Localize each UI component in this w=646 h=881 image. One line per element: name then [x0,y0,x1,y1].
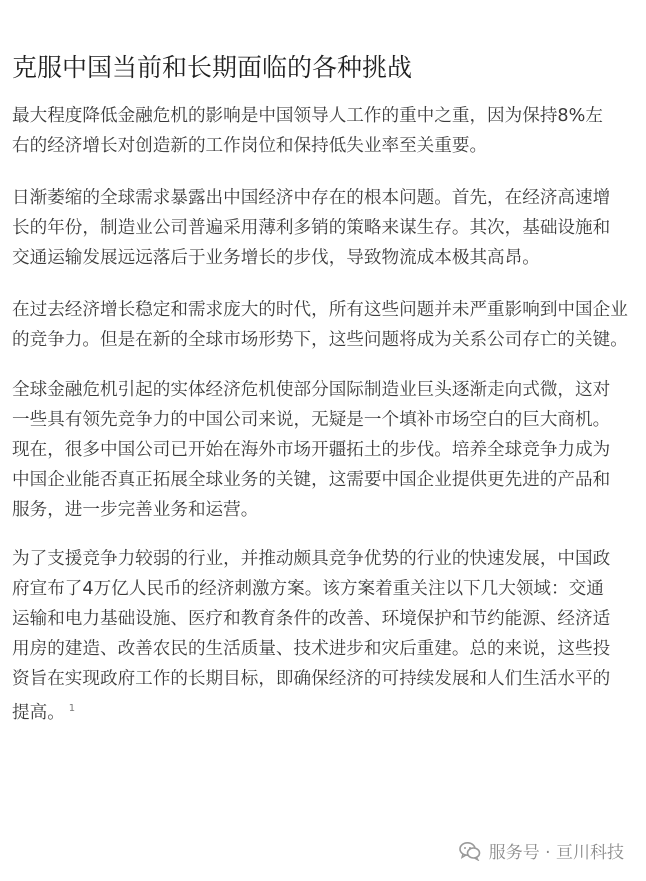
paragraph [12,544,636,728]
text-line: 日渐萎缩的全球需求暴露出中国经济中存在的根本问题。首先，在经济高速增 [12,188,611,208]
text-line: 全球金融危机引起的实体经济危机使部分国际制造业巨头逐渐走向式微，这对 [12,380,611,400]
text-line: 用房的建造、改善农民的生活质量、技术进步和灾后重建。总的来说，这些投 [12,639,611,659]
text-line: 最大程度降低金融危机的影响是中国领导人工作的重中之重，因为保持8%左 [12,106,603,126]
text-line: 右的经济增长对创造新的工作岗位和保持低失业率至关重要。 [12,136,488,156]
text-line: 交通运输发展远远落后于业务增长的步伐，导致物流成本极其高昂。 [12,248,540,268]
text-line: 长的年份，制造业公司普遍采用薄利多销的策略来谋生存。其次，基础设施和 [12,218,611,238]
account-footer[interactable] [459,838,624,863]
text-line: 为了支援竞争力较弱的行业，并推动颇具竞争优势的行业的快速发展，中国政 [12,549,611,569]
text-line: 的竞争力。但是在新的全球市场形势下，这些问题将成为关系公司存亡的关键。 [12,330,628,350]
last-line-text: 提高。 [12,702,65,723]
text-line: 资旨在实现政府工作的长期目标，即确保经济的可持续发展和人们生活水平的 [12,669,611,689]
text-line: 府宣布了4万亿人民币的经济刺激方案。该方案着重关注以下几大领域：交通 [12,579,604,599]
text-line [12,694,636,728]
text-line: 中国企业能否真正拓展全球业务的关键，这需要中国企业提供更先进的产品和 [12,470,611,490]
paragraph [12,183,636,273]
text-line: 服务，进一步完善业务和运营。 [12,500,259,520]
paragraph [12,101,636,161]
text-line: 运输和电力基础设施、医疗和教育条件的改善、环境保护和节约能源、经济适 [12,609,611,629]
wechat-icon [459,841,481,861]
account-name: 服务号 · 亘川科技 [488,843,624,863]
page-title: 克服中国当前和长期面临的各种挑战 [12,53,413,82]
paragraph [12,295,636,355]
text-line: 一些具有领先竞争力的中国公司来说，无疑是一个填补市场空白的巨大商机。 [12,410,611,430]
text-line: 在过去经济增长稳定和需求庞大的时代，所有这些问题并未严重影响到中国企业 [12,300,628,320]
paragraph [12,375,636,525]
text-line: 现在，很多中国公司已开始在海外市场开疆拓土的步伐。培养全球竞争力成为 [12,440,611,460]
footnote-marker[interactable]: 1 [68,703,76,714]
